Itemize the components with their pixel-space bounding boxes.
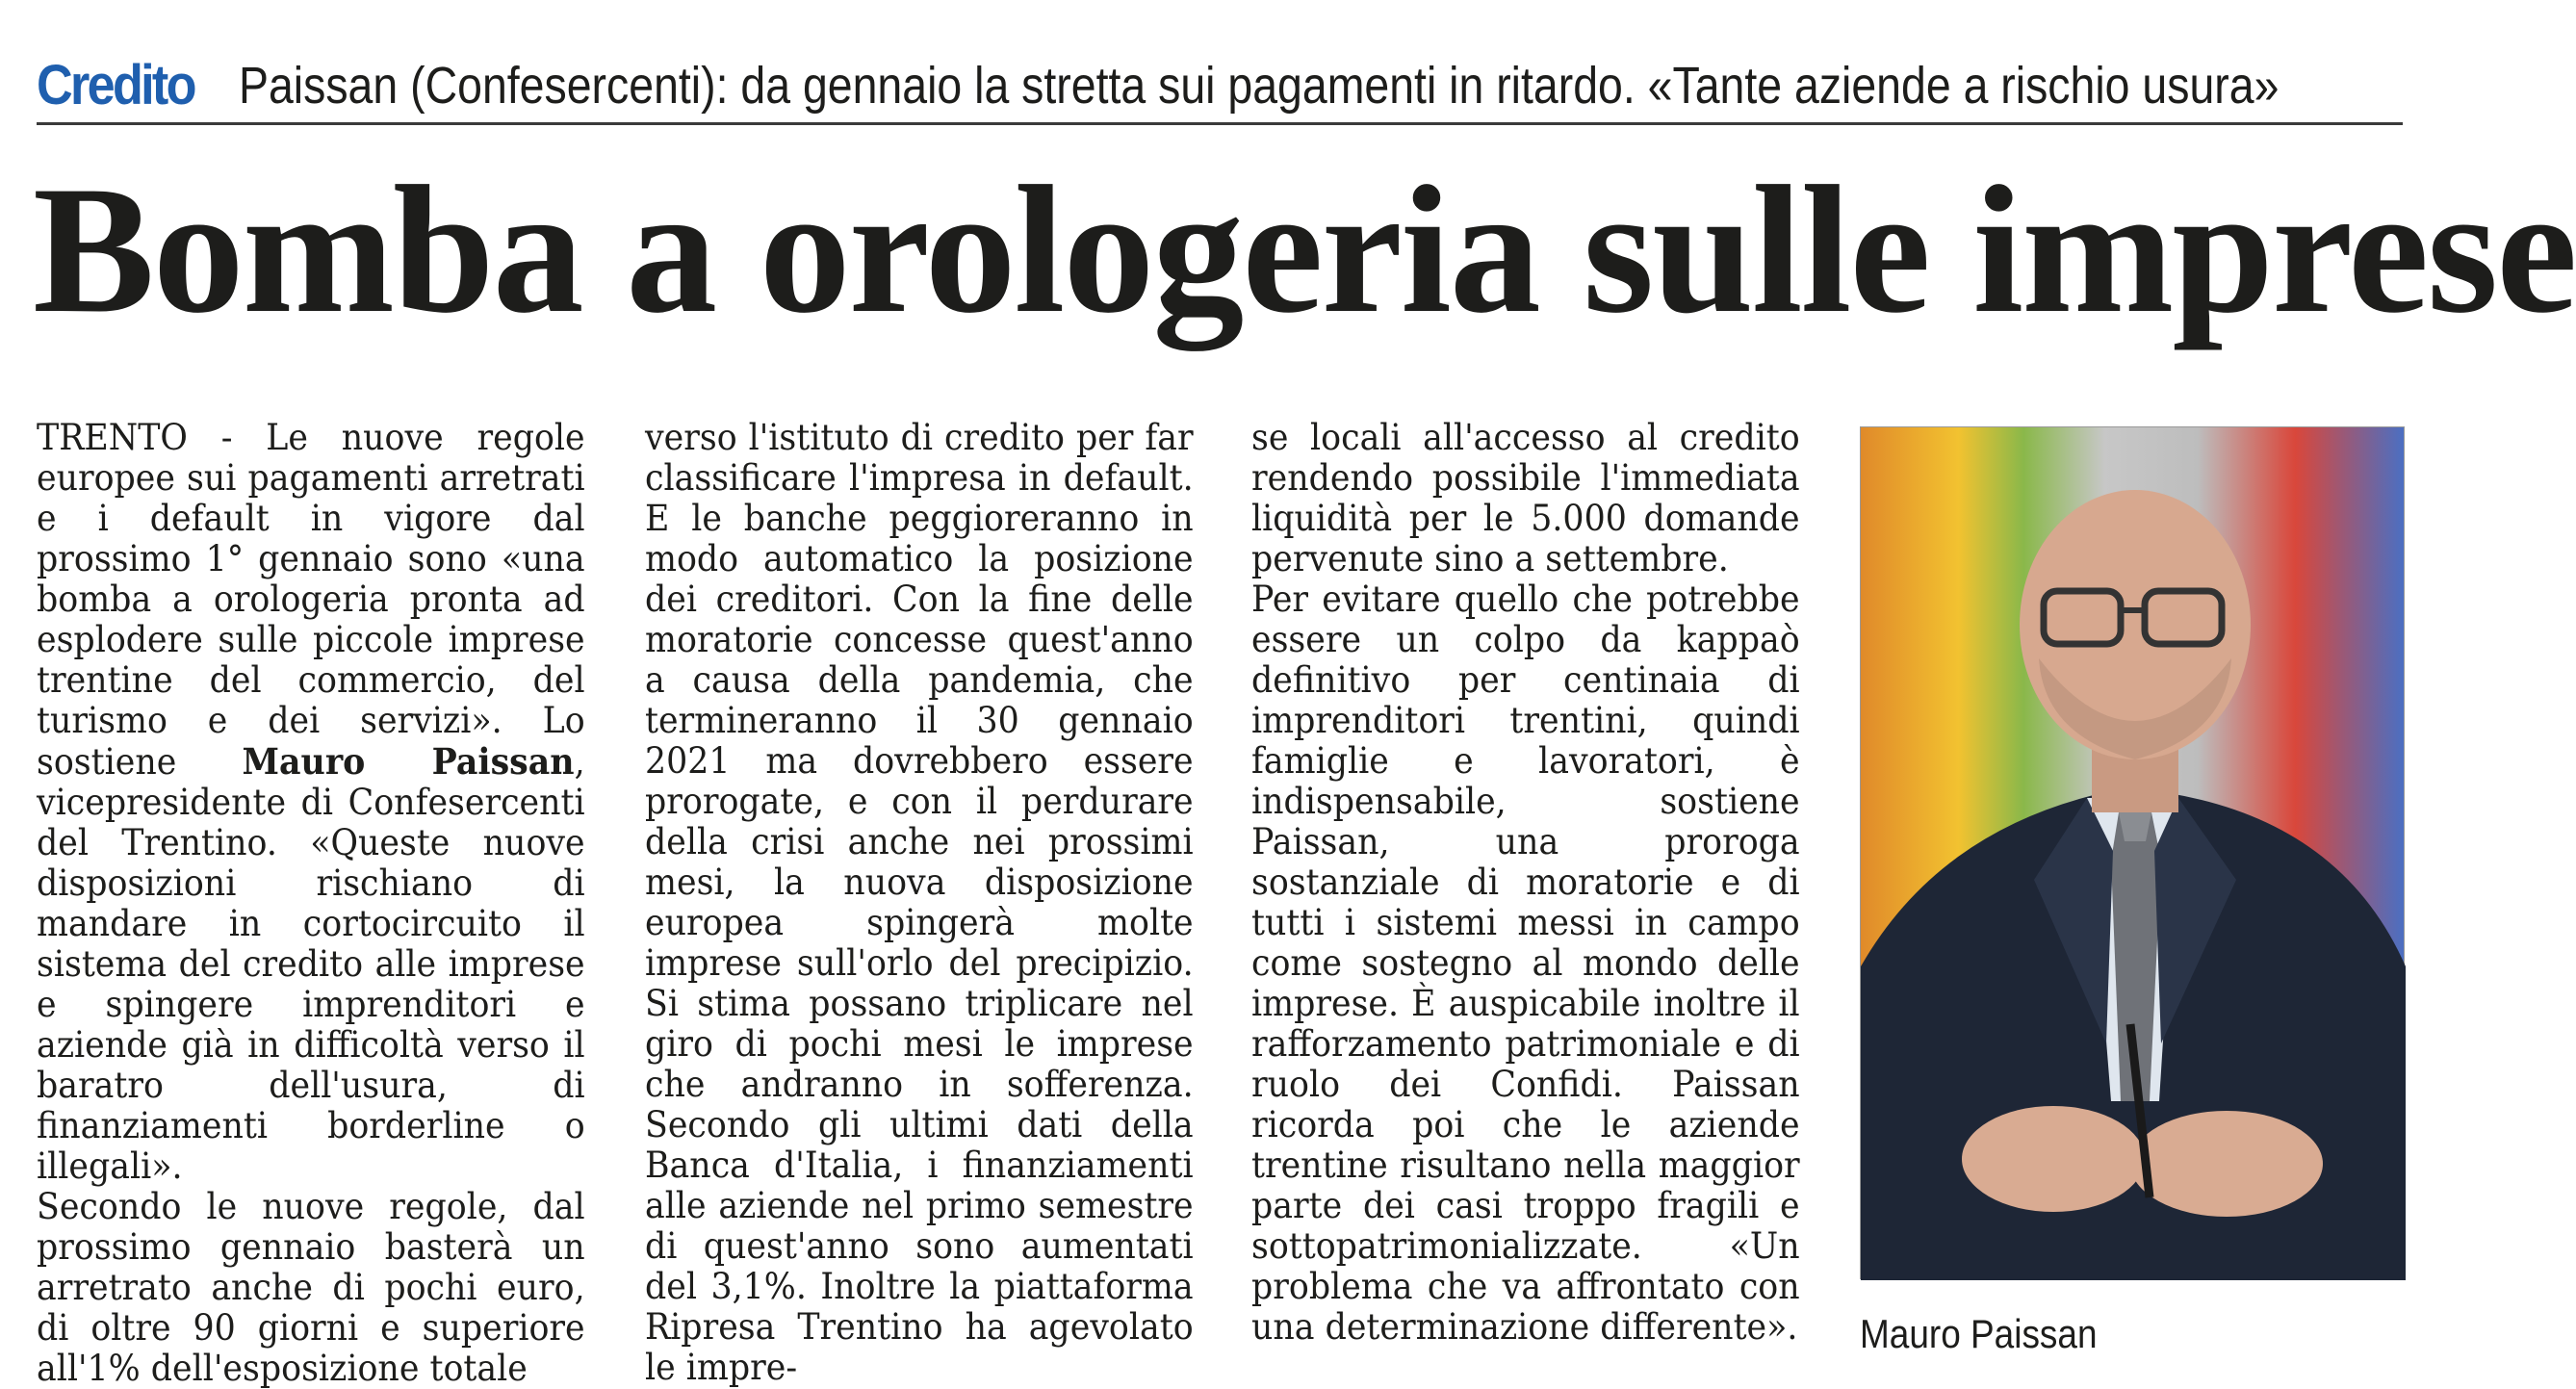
portrait-illustration [1861, 427, 2406, 1280]
paragraph-text: , vicepresidente di Confesercenti del Trentino. «Queste nuove disposizioni rischiano di mandare in cortocircuito il sistema del credito alle imprese e spingere imprenditori e aziende già in difficoltà verso il baratro dell'usura, di finanziamenti borderline o illegali». [37, 741, 585, 1187]
paragraph-text: TRENTO - Le nuove regole europee sui pagamenti arretrati e i default in vigore dal prossimo 1° gennaio sono «una bomba a orologeria pronta ad esplodere sulle piccole imprese trentine del commercio, del turismo e dei servizi». Lo sostiene [37, 417, 585, 783]
headline: Bomba a orologeria sulle imprese [33, 149, 2576, 351]
article-column-1 [37, 417, 585, 1389]
paragraph: Secondo le nuove regole, dal prossimo gennaio basterà un arretrato anche di pochi euro, di oltre 90 giorni e superiore all'1% dell'esposizione totale [37, 1186, 585, 1389]
photo-caption: Mauro Paissan [1860, 1311, 2098, 1356]
paragraph: verso l'istituto di credito per far classificare l'impresa in default. E le banche peggioreranno in modo automatico la posizione dei creditori. Con la fine delle moratorie concesse quest'anno a causa della pandemia, che termineranno il 30 gennaio 2021 ma dovrebbero essere prorogate, e con il perdurare della crisi anche nei prossimi mesi, la nuova disposizione europea spingerà molte imprese sull'orlo del precipizio. Si stima possano triplicare nel giro di pochi mesi le imprese che andranno in sofferenza. Secondo gli ultimi dati della Banca d'Italia, i finanziamenti alle aziende nel primo semestre di quest'anno sono aumentati del 3,1%. Inoltre la piattaforma Ripresa Trentino ha agevolato le impre- [645, 417, 1194, 1388]
kicker-bar [37, 48, 2403, 125]
portrait-photo [1860, 426, 2405, 1279]
person-name: Mauro Paissan [242, 740, 575, 783]
article-column-3 [1251, 418, 1800, 1361]
kicker-text: Paissan (Confesercenti): da gennaio la stretta sui pagamenti in ritardo. «Tante aziende a rischio usura» [239, 56, 2280, 115]
paragraph: Per evitare quello che potrebbe essere un colpo da kappaò definitivo per centinaia di imprenditori trentini, quindi famiglie e lavoratori, è indispensabile, sostiene Paissan, una proroga sostanziale di moratorie e di tutti i sistemi messi in campo come sostegno al mondo delle imprese. È auspicabile inoltre il rafforzamento patrimoniale e di ruolo dei Confidi. Paissan ricorda poi che le aziende trentine risultano nella maggior parte dei casi troppo fragili e sottopatrimonializzate. «Un problema che va affrontato con una determinazione differente». [1251, 579, 1800, 1348]
paragraph [37, 418, 585, 1187]
article-column-2 [645, 417, 1194, 1388]
paragraph: se locali all'accesso al credito rendendo possibile l'immediata liquidità per le 5.000 domande pervenute sino a settembre. [1251, 417, 1800, 579]
section-label: Credito [37, 54, 194, 116]
